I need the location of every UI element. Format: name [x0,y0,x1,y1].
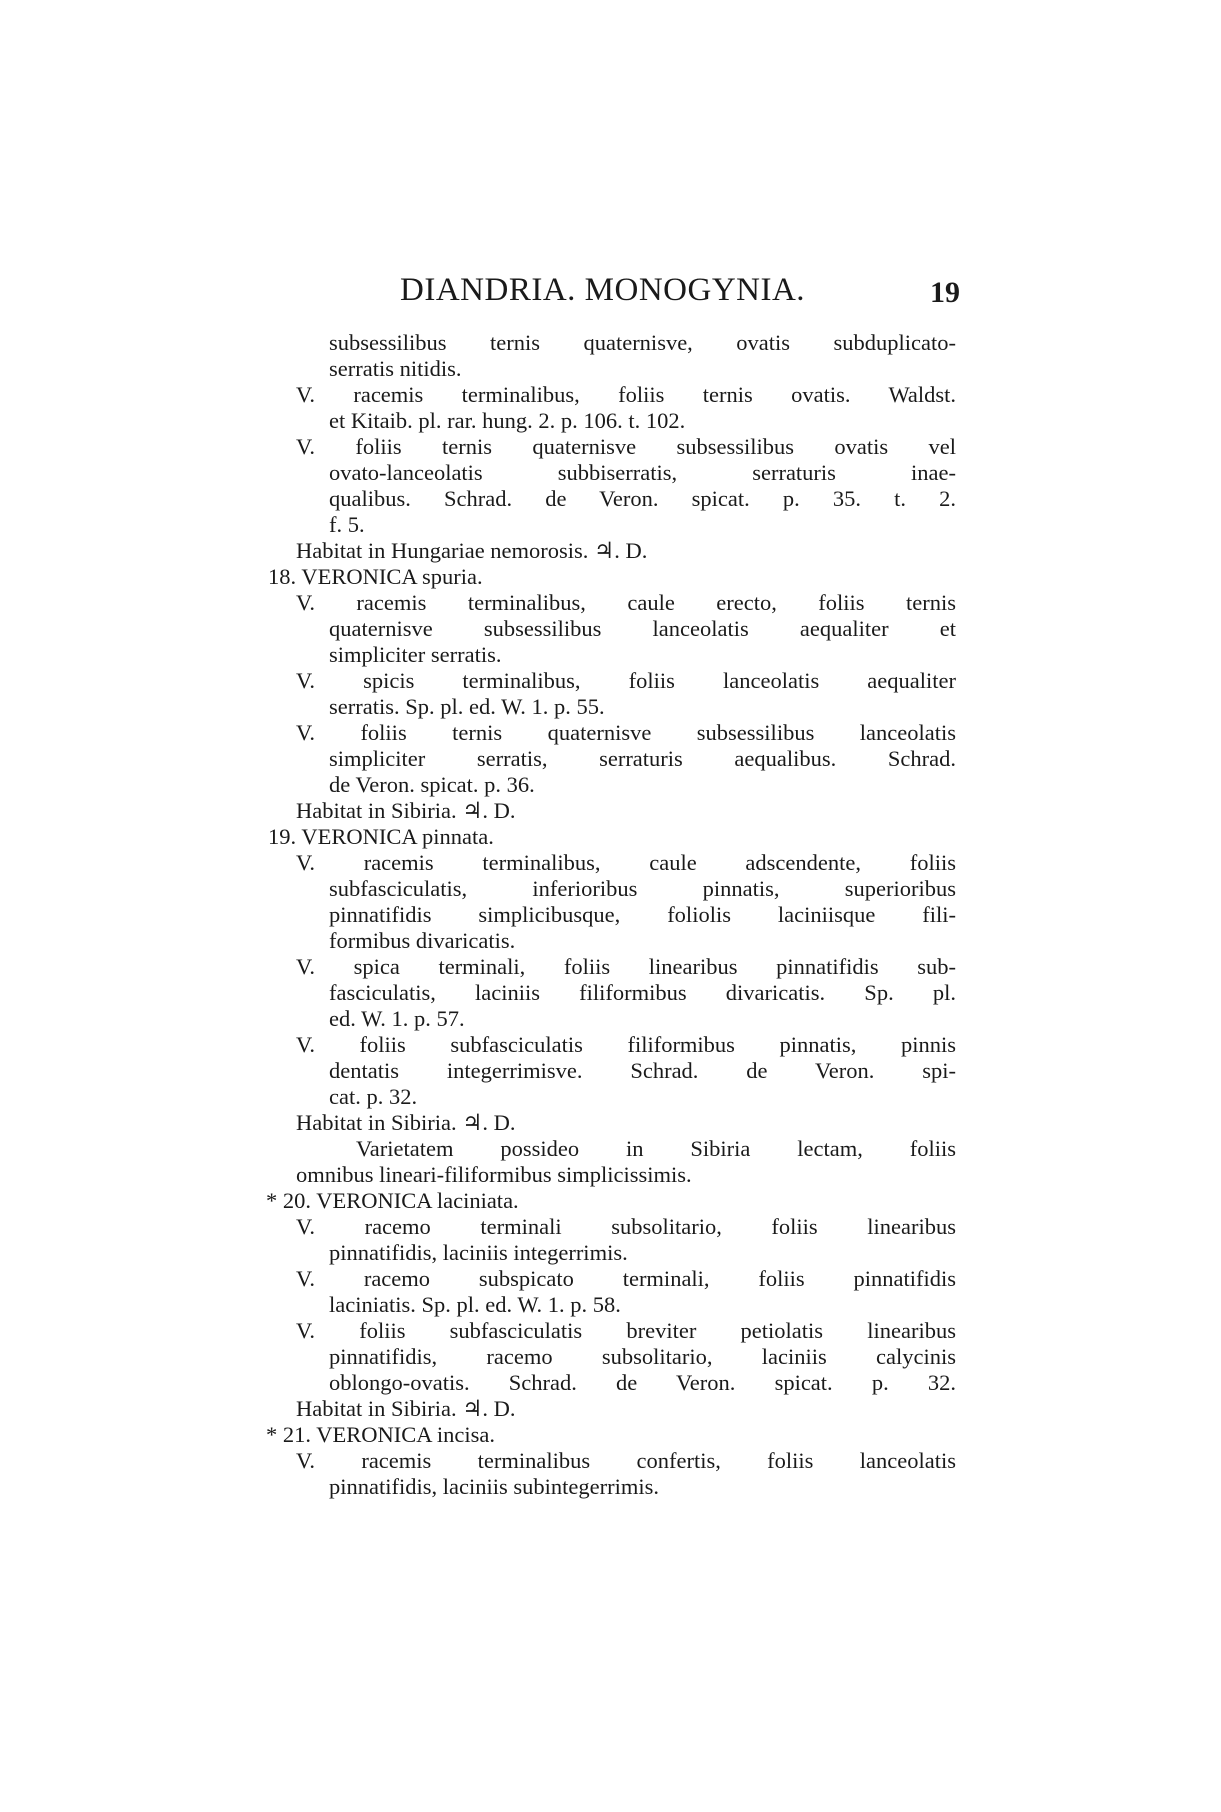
species-heading: 19. VERONICA pinnata. [268,824,494,849]
text-line: ed. W. 1. p. 57. [329,1006,465,1031]
text-line: pinnatifidis, racemo subsolitario, laciniis calycinis [329,1344,956,1369]
text-line: V. racemo subspicato terminali, foliis pinnatifidis [296,1266,956,1291]
text-line: dentatis integerrimisve. Schrad. de Veron. spi- [329,1058,956,1083]
text-line: V. racemis terminalibus, foliis ternis ovatis. Waldst. [296,382,956,407]
text-line: V. racemis terminalibus, caule adscendente, foliis [296,850,956,875]
text-line: V. foliis ternis quaternisve subsessilibus ovatis vel [296,434,956,459]
text-line: f. 5. [329,512,365,537]
text-line: ovato-lanceolatis subbiserratis, serraturis inae- [329,460,956,485]
text-line: V. foliis subfasciculatis filiformibus pinnatis, pinnis [296,1032,956,1057]
text-line: simpliciter serratis. [329,642,502,667]
text-line: V. spicis terminalibus, foliis lanceolatis aequaliter [296,668,956,693]
text-line: serratis. Sp. pl. ed. W. 1. p. 55. [329,694,605,719]
running-head: DIANDRIA. MONOGYNIA. [400,272,806,308]
text-line: Habitat in Sibiria. ♃. D. [296,1396,516,1421]
text-line: Varietatem possideo in Sibiria lectam, foliis [356,1136,956,1161]
text-line: Habitat in Sibiria. ♃. D. [296,1110,516,1135]
text-line: V. racemis terminalibus, caule erecto, foliis ternis [296,590,956,615]
species-heading: * 21. VERONICA incisa. [266,1422,495,1447]
text-line: et Kitaib. pl. rar. hung. 2. p. 106. t. 102. [329,408,686,433]
text-line: laciniatis. Sp. pl. ed. W. 1. p. 58. [329,1292,621,1317]
text-line: V. racemis terminalibus confertis, foliis lanceolatis [296,1448,956,1473]
text-line: qualibus. Schrad. de Veron. spicat. p. 35. t. 2. [329,486,956,511]
text-line: oblongo-ovatis. Schrad. de Veron. spicat. p. 32. [329,1370,956,1395]
text-line: V. spica terminali, foliis linearibus pinnatifidis sub- [296,954,956,979]
species-heading: * 20. VERONICA laciniata. [266,1188,519,1213]
text-line: V. racemo terminali subsolitario, foliis linearibus [296,1214,956,1239]
text-line: pinnatifidis, laciniis subintegerrimis. [329,1474,659,1499]
text-line: pinnatifidis simplicibusque, foliolis laciniisque fili- [329,902,956,927]
text-line: quaternisve subsessilibus lanceolatis aequaliter et [329,616,956,641]
text-line: subsessilibus ternis quaternisve, ovatis subduplicato- [329,330,956,355]
text-line: Habitat in Hungariae nemorosis. ♃. D. [296,538,648,563]
text-line: simpliciter serratis, serraturis aequalibus. Schrad. [329,746,956,771]
text-line: de Veron. spicat. p. 36. [329,772,535,797]
text-line: formibus divaricatis. [329,928,516,953]
page-number: 19 [930,276,960,309]
text-line: subfasciculatis, inferioribus pinnatis, superioribus [329,876,956,901]
text-line: fasciculatis, laciniis filiformibus divaricatis. Sp. pl. [329,980,956,1005]
text-line: serratis nitidis. [329,356,462,381]
page-header [400,272,960,322]
text-line: Habitat in Sibiria. ♃. D. [296,798,516,823]
text-line: V. foliis ternis quaternisve subsessilibus lanceolatis [296,720,956,745]
text-line: omnibus lineari-filiformibus simplicissimis. [296,1162,692,1187]
text-line: V. foliis subfasciculatis breviter petiolatis linearibus [296,1318,956,1343]
text-line: pinnatifidis, laciniis integerrimis. [329,1240,628,1265]
page-body [266,330,956,1500]
species-heading: 18. VERONICA spuria. [268,564,483,589]
text-line: cat. p. 32. [329,1084,418,1109]
